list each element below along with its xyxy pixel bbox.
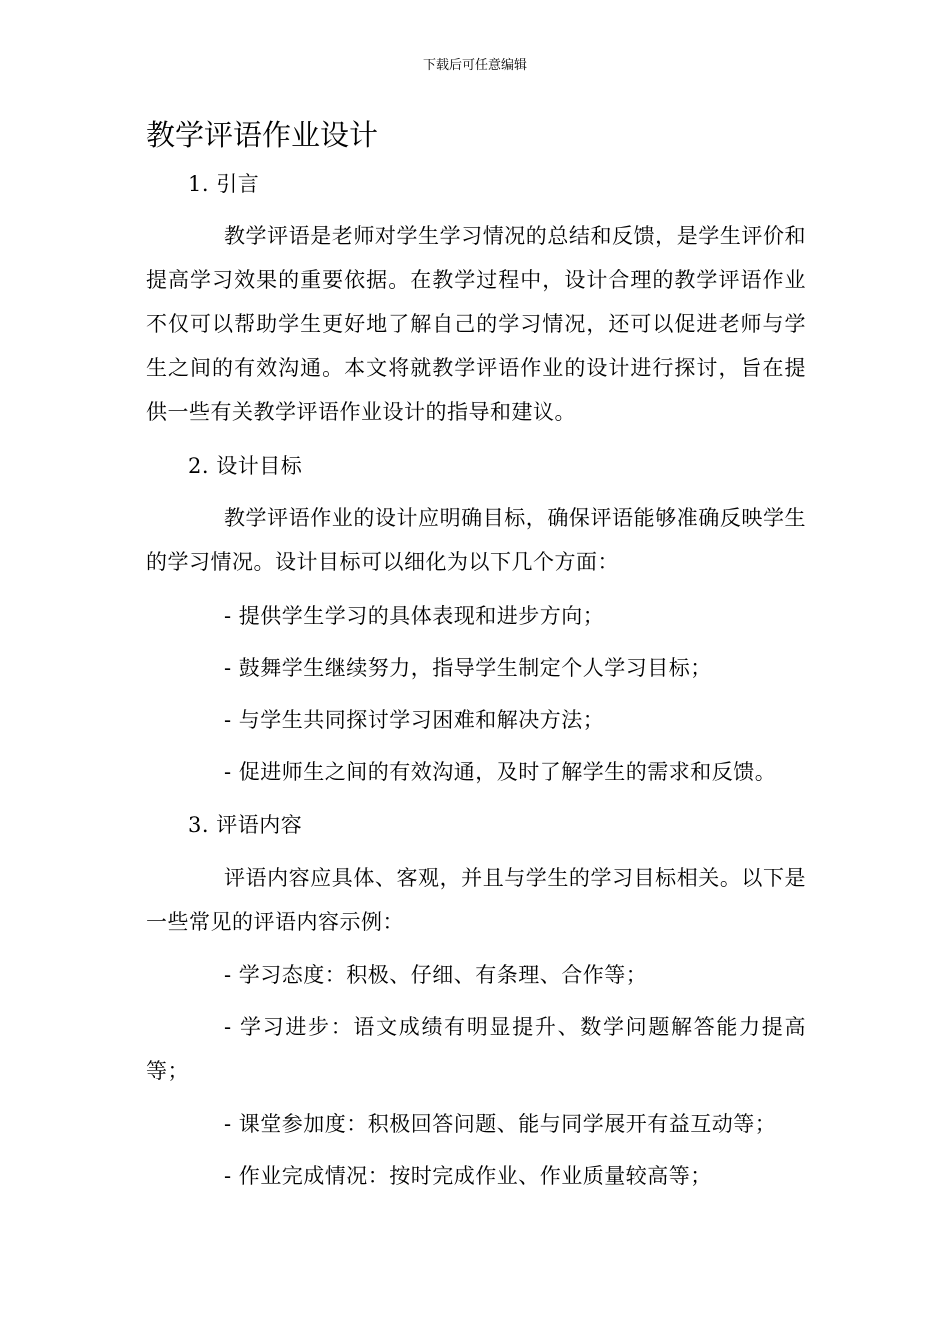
paragraph-content: 评语内容应具体、客观，并且与学生的学习目标相关。以下是一些常见的评语内容示例： (146, 866, 806, 934)
list-item-content-1: - 学习态度：积极、仔细、有条理、合作等； (224, 963, 648, 987)
list-item-goal-2: - 鼓舞学生继续努力，指导学生制定个人学习目标； (224, 656, 712, 680)
section-heading-goals: 2. 设计目标 (188, 454, 303, 478)
list-item-content-3: - 课堂参加度：积极回答问题、能与同学展开有益互动等； (224, 1112, 777, 1136)
list-item-goal-3: - 与学生共同探讨学习困难和解决方法； (224, 708, 605, 732)
header-note: 下载后可任意编辑 (422, 58, 527, 73)
list-item-content-4: - 作业完成情况：按时完成作业、作业质量较高等； (224, 1164, 712, 1188)
list-item-goal-1: - 提供学生学习的具体表现和进步方向； (224, 604, 605, 628)
list-item-goal-4: - 促进师生之间的有效沟通，及时了解学生的需求和反馈。 (224, 760, 777, 784)
paragraph-goals: 教学评语作业的设计应明确目标，确保评语能够准确反映学生的学习情况。设计目标可以细化为以下几个方面： (146, 506, 806, 574)
section-heading-intro: 1. 引言 (188, 172, 260, 196)
section-heading-content: 3. 评语内容 (188, 813, 303, 837)
page-title: 教学评语作业设计 (146, 118, 379, 152)
list-item-content-2: - 学习进步：语文成绩有明显提升、数学问题解答能力提高等； (146, 1015, 806, 1083)
paragraph-intro: 教学评语是老师对学生学习情况的总结和反馈，是学生评价和提高学习效果的重要依据。在教学过程中，设计合理的教学评语作业不仅可以帮助学生更好地了解自己的学习情况，还可以促进老师与学生之间的有效沟通。本文将就教学评语作业的设计进行探讨，旨在提供一些有关教学评语作业设计的指导和建议。 (146, 224, 806, 424)
